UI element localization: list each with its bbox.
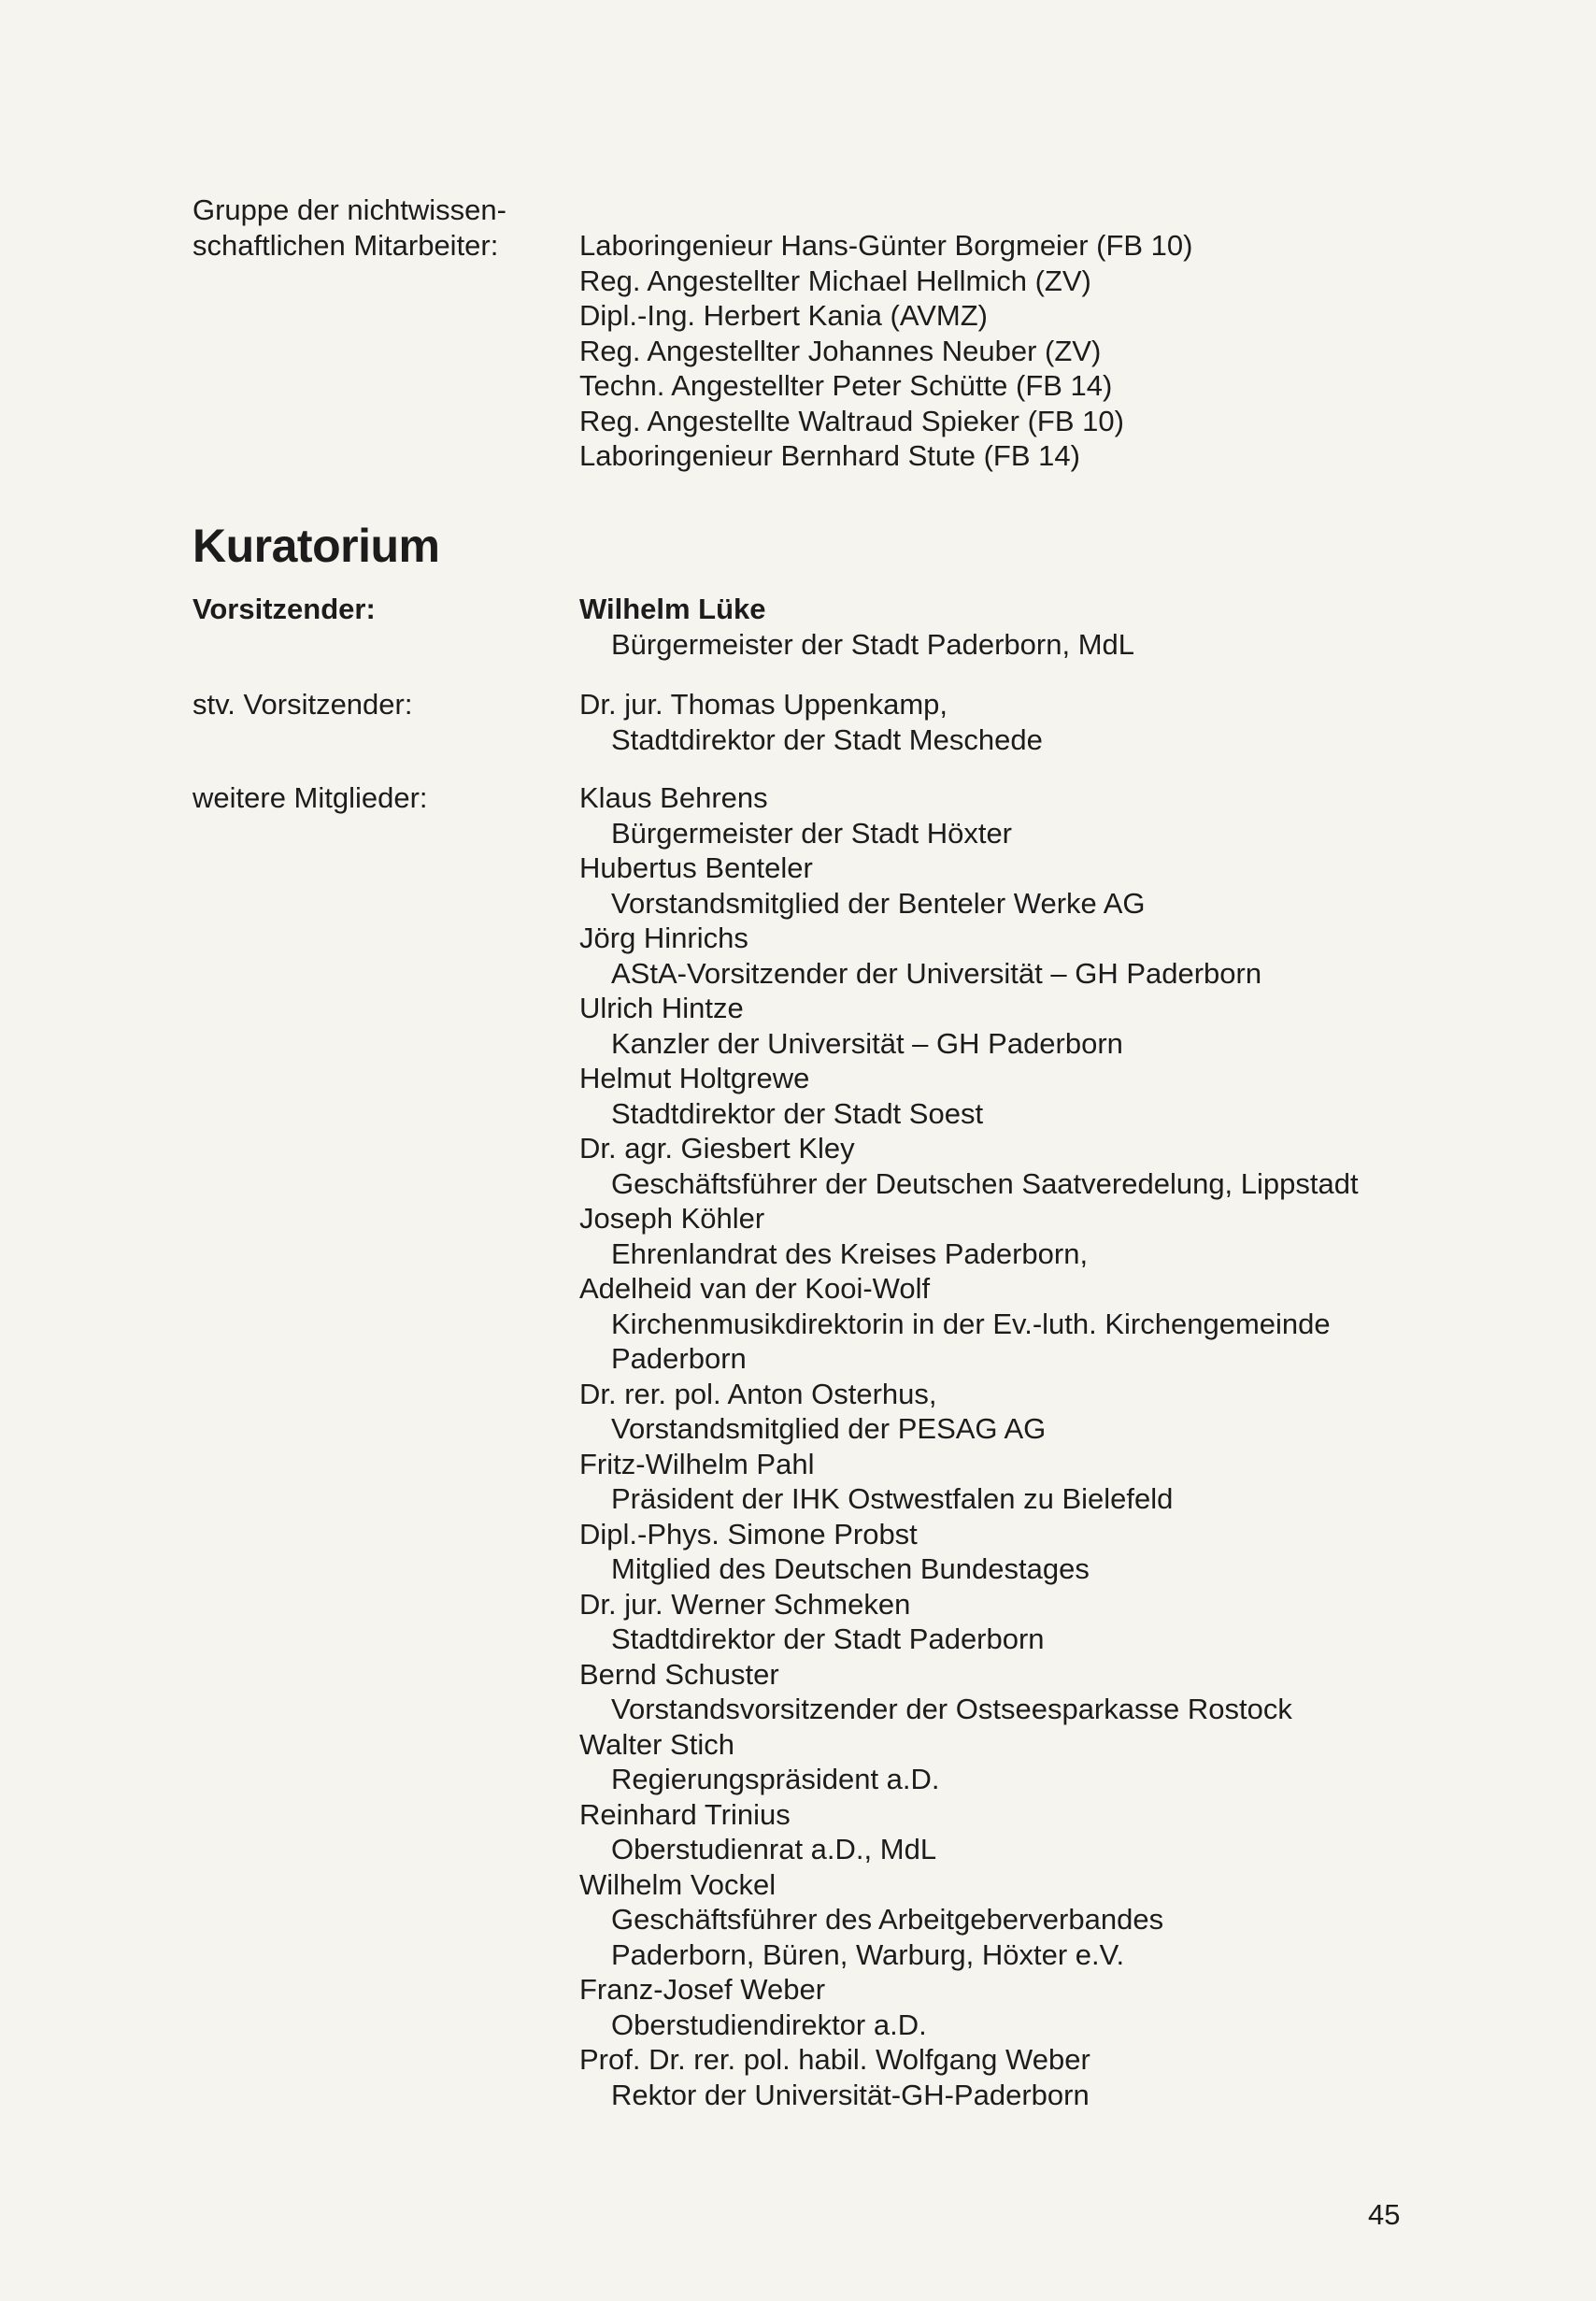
member-role: Stadtdirektor der Stadt Soest: [611, 1096, 984, 1130]
member-name: Dipl.-Phys. Simone Probst: [579, 1517, 918, 1551]
staff-group-members: [579, 228, 1551, 474]
member-role: Mitglied des Deutschen Bundestages: [611, 1552, 1090, 1585]
member-name: Reinhard Trinius: [579, 1797, 791, 1831]
member-role: Bürgermeister der Stadt Höxter: [611, 816, 1013, 850]
member-role: Kanzler der Universität – GH Paderborn: [611, 1026, 1123, 1060]
member-role: Geschäftsführer der Deutschen Saatveredelung, Lippstadt: [611, 1166, 1359, 1200]
deputy-role: Stadtdirektor der Stadt Meschede: [611, 722, 1043, 756]
staff-group-label-line: schaftlichen Mitarbeiter:: [192, 228, 499, 262]
member-name: Jörg Hinrichs: [579, 922, 748, 954]
member-role: Rektor der Universität-GH-Paderborn: [611, 2078, 1090, 2111]
staff-group-label-line: Gruppe der nichtwissen-: [192, 193, 506, 226]
member-role: Paderborn, Büren, Warburg, Höxter e.V.: [611, 1937, 1125, 1971]
staff-member: Techn. Angestellter Peter Schütte (FB 14): [579, 369, 1113, 402]
members-label: weitere Mitglieder:: [192, 781, 428, 814]
member-name: Ulrich Hintze: [579, 992, 744, 1024]
member-name: Franz-Josef Weber: [579, 1973, 826, 2006]
deputy-entry: [579, 687, 1551, 757]
staff-member: Reg. Angestellte Waltraud Spieker (FB 10): [579, 404, 1124, 437]
member-role: Präsident der IHK Ostwestfalen zu Bielefeld: [611, 1482, 1174, 1515]
member-role: Stadtdirektor der Stadt Paderborn: [611, 1622, 1045, 1655]
member-name: Adelheid van der Kooi-Wolf: [579, 1272, 931, 1305]
member-role: Oberstudienrat a.D., MdL: [611, 1833, 937, 1865]
member-name: Helmut Holtgrewe: [579, 1062, 810, 1094]
member-name: Dr. agr. Giesbert Kley: [579, 1132, 855, 1165]
member-role: AStA-Vorsitzender der Universität – GH Paderborn: [611, 956, 1262, 990]
member-name: Wilhelm Vockel: [579, 1867, 777, 1901]
member-name: Dr. jur. Werner Schmeken: [579, 1587, 911, 1621]
member-role: Vorstandsmitglied der PESAG AG: [611, 1412, 1047, 1445]
member-role: Ehrenlandrat des Kreises Paderborn,: [611, 1236, 1089, 1270]
section-heading: Kuratorium: [192, 520, 440, 572]
member-name: Walter Stich: [579, 1727, 734, 1761]
member-name: Bernd Schuster: [579, 1657, 779, 1691]
member-name: Prof. Dr. rer. pol. habil. Wolfgang Weber: [579, 2043, 1090, 2076]
deputy-label: stv. Vorsitzender:: [192, 688, 413, 721]
member-name: Fritz-Wilhelm Pahl: [579, 1447, 815, 1480]
member-role: Vorstandsvorsitzender der Ostseesparkasse Rostock: [611, 1693, 1292, 1725]
chair-name: Wilhelm Lüke: [579, 593, 766, 625]
member-name: Joseph Köhler: [579, 1202, 765, 1235]
members-list: [579, 780, 1551, 2112]
member-role: Oberstudiendirektor a.D.: [611, 2008, 927, 2041]
deputy-name: Dr. jur. Thomas Uppenkamp,: [579, 688, 948, 721]
staff-member: Laboringenieur Bernhard Stute (FB 14): [579, 439, 1080, 472]
chair-label: Vorsitzender:: [192, 593, 376, 625]
member-role: Geschäftsführer des Arbeitgeberverbandes: [611, 1903, 1164, 1936]
chair-entry: [579, 592, 1551, 662]
member-role: Vorstandsmitglied der Benteler Werke AG: [611, 886, 1146, 920]
member-name: Hubertus Benteler: [579, 851, 813, 884]
staff-member: Reg. Angestellter Michael Hellmich (ZV): [579, 264, 1091, 297]
staff-member: Dipl.-Ing. Herbert Kania (AVMZ): [579, 299, 988, 332]
page-number: 45: [1368, 2198, 1401, 2231]
member-role: Regierungspräsident a.D.: [611, 1763, 940, 1795]
staff-group-label: [192, 193, 566, 263]
member-name: Klaus Behrens: [579, 781, 768, 814]
member-role: Kirchenmusikdirektorin in der Ev.-luth. Kirchengemeinde: [611, 1307, 1331, 1340]
staff-member: Laboringenieur Hans-Günter Borgmeier (FB 10): [579, 229, 1193, 262]
member-name: Dr. rer. pol. Anton Osterhus,: [579, 1377, 937, 1410]
chair-role: Bürgermeister der Stadt Paderborn, MdL: [611, 627, 1134, 661]
member-role: Paderborn: [611, 1342, 747, 1375]
staff-member: Reg. Angestellter Johannes Neuber (ZV): [579, 334, 1102, 367]
